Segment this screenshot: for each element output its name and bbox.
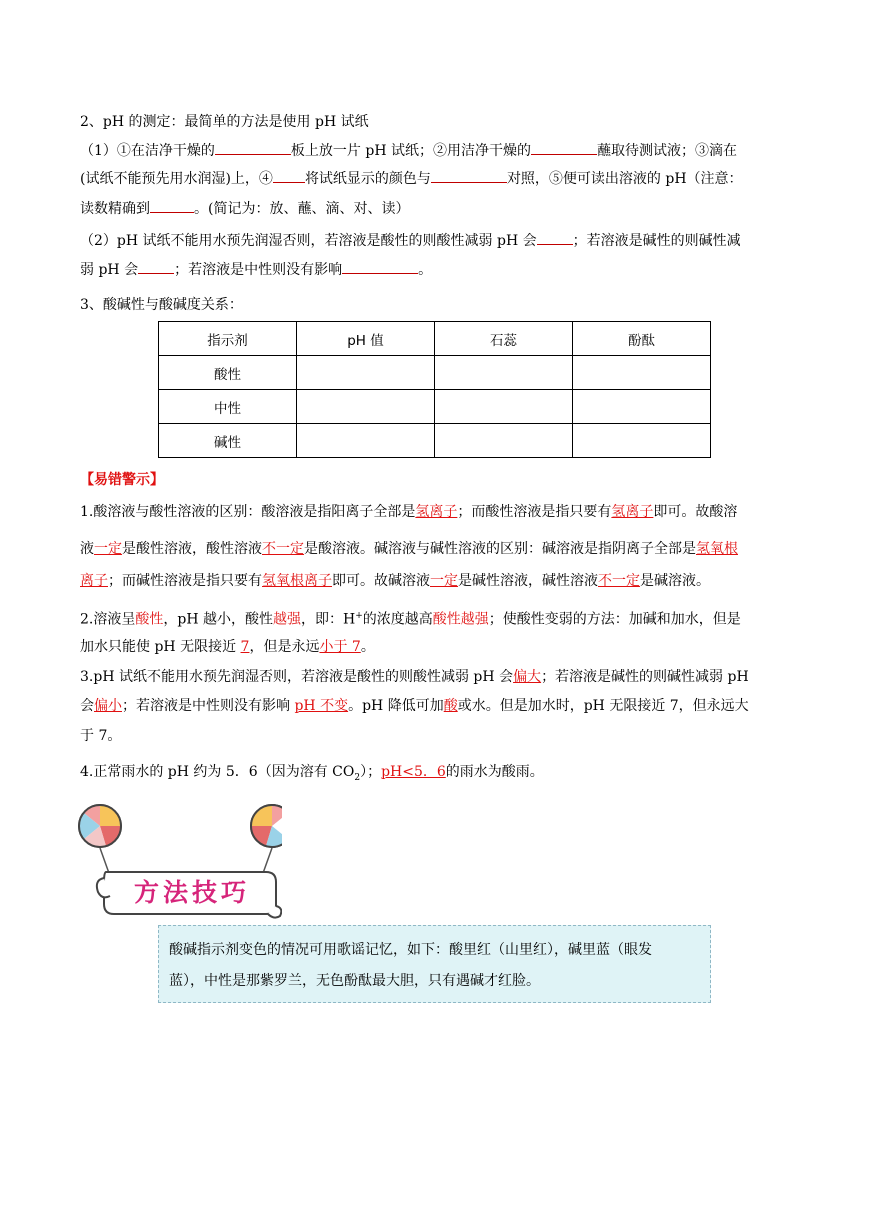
table-cell: 酸性 (159, 356, 297, 390)
table-cell[interactable] (297, 424, 435, 458)
blank-6[interactable] (537, 230, 573, 245)
warning-line-4: 2.溶液呈酸性，pH 越小，酸性越强，即：H+的浓度越高酸性越强；使酸性变弱的方法：加碱和加水，但是 (80, 611, 741, 628)
section3-title: 3、酸碱性与酸碱度关系： (80, 297, 243, 313)
table-cell[interactable] (573, 424, 711, 458)
table-cell[interactable] (573, 356, 711, 390)
blank-2[interactable] (531, 140, 597, 155)
warning-heading: 【易错警示】 (80, 472, 164, 488)
warning-line-7: 会偏小；若溶液是中性则没有影响 pH 不变。pH 降低可加酸或水。但是加水时，pH 无限接近 7，但永远大 (80, 698, 749, 714)
table-cell[interactable] (297, 356, 435, 390)
table-cell[interactable] (435, 424, 573, 458)
blank-4[interactable] (431, 168, 507, 183)
section2-title: 2、pH 的测定：最简单的方法是使用 pH 试纸 (80, 114, 369, 130)
table-cell[interactable] (435, 356, 573, 390)
warning-line-9: 4.正常雨水的 pH 约为 5．6（因为溶有 $CO_2$）；pH<5．6的雨水为酸雨。 (80, 764, 544, 783)
warning-line-3: 离子；而碱性溶液是指只要有氢氧根离子即可。故碱溶液一定是碱性溶液，碱性溶液不一定是碱溶液。 (80, 573, 710, 589)
blank-1[interactable] (215, 140, 291, 155)
table-header: 石蕊 (435, 322, 573, 356)
tip-line-2: 蓝），中性是那紫罗兰，无色酚酞最大胆，只有遇碱才红脸。 (169, 973, 540, 989)
warning-line-6: 3.pH 试纸不能用水预先润湿否则，若溶液是酸性的则酸性减弱 pH 会偏大；若溶液是碱性的则碱性减弱 pH (80, 669, 749, 685)
tip-line-1: 酸碱指示剂变色的情况可用歌谣记忆，如下：酸里红（山里红），碱里蓝（眼发 (169, 942, 652, 958)
table-cell[interactable] (297, 390, 435, 424)
section2-p1-line1: （1）①在洁净干燥的 板上放一片 pH 试纸；②用洁净干燥的 蘸取待测试液；③滴在 (80, 140, 737, 160)
table-cell[interactable] (435, 390, 573, 424)
table-row (159, 390, 711, 424)
warning-line-8: 于 7。 (80, 728, 122, 744)
table-cell[interactable] (573, 390, 711, 424)
table-header: 指示剂 (159, 322, 297, 356)
table-header-row (159, 322, 711, 356)
blank-7[interactable] (138, 259, 174, 274)
section2-p2-line1: （2）pH 试纸不能用水预先润湿否则，若溶液是酸性的则酸性减弱 pH 会 ；若溶液是碱性的则碱性减 (80, 230, 741, 250)
method-tip-box (158, 925, 711, 1003)
section2-p1-line2: (试纸不能预先用水润湿)上，④ 将试纸显示的颜色与 对照，⑤便可读出溶液的 pH（注意： (80, 168, 743, 188)
warning-line-1: 1.酸溶液与酸性溶液的区别：酸溶液是指阳离子全部是氢离子；而酸性溶液是指只要有氢离子即可。故酸溶 (80, 504, 738, 520)
blank-8[interactable] (342, 259, 418, 274)
section2-p1-line3: 读数精确到 。(简记为：放、蘸、滴、对、读） (80, 198, 409, 218)
badge-label: 方法技巧 (133, 878, 250, 907)
table-cell: 碱性 (159, 424, 297, 458)
warning-line-2: 液一定是酸性溶液，酸性溶液不一定是酸溶液。碱溶液与碱性溶液的区别：碱溶液是指阴离子全部是氢氧根 (80, 541, 738, 557)
table-row (159, 356, 711, 390)
table-row (159, 424, 711, 458)
warning-line-5: 加水只能使 pH 无限接近 7，但是永远小于 7。 (80, 639, 375, 655)
blank-3[interactable] (273, 168, 305, 183)
method-badge (76, 796, 282, 920)
table-header: pH 值 (297, 322, 435, 356)
blank-5[interactable] (150, 198, 194, 213)
table-header: 酚酞 (573, 322, 711, 356)
section2-p2-line2: 弱 pH 会 ；若溶液是中性则没有影响 。 (80, 259, 432, 279)
table-cell: 中性 (159, 390, 297, 424)
acidity-table (158, 321, 711, 458)
